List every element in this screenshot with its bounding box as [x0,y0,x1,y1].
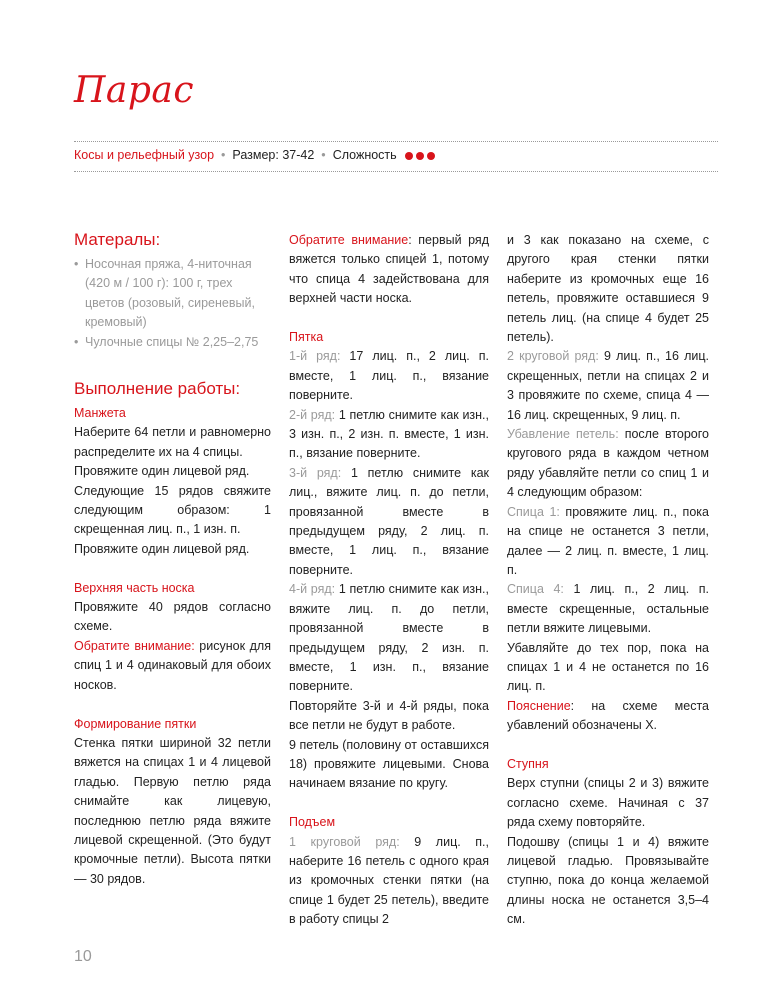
continued-text: и 3 как показано на схеме, с другого края стенки пятки наберите из кромочных еще 16 петель, провяжите оставшиеся 9 петель лиц. (на спице 4 будет 25 петель). [507,233,709,345]
materials-list [74,255,271,352]
needle-1 [507,503,709,581]
column-3 [507,229,709,930]
size-label: Размер: 37-42 [232,148,315,162]
column-1 [74,229,271,889]
upper-part-heading: Верхняя часть носка [74,580,195,595]
separator: • [221,148,226,162]
row-text: 1 петлю снимите как изн., вяжите лиц. п. до петли, провязанной вместе в предыдущем ряду, 2 изн. п. вместе, 1 изн. п., вязание поверните. [289,582,490,694]
note-text: рисунок для спиц 1 и 4 одинаковый для обоих носков. [74,638,271,692]
row-label: Убавление петель: [507,427,619,442]
difficulty-dot-icon [427,152,435,160]
row-text: 17 лиц. п., 2 лиц. п. вместе, 1 лиц. п., вязание поверните. [289,349,489,403]
decrease-until-text: Убавляйте до тех пор, пока на спицах 1 и 4 не останется по 16 лиц. п. [507,640,709,694]
row-label: 2-й ряд: [289,407,336,422]
column-2 [289,229,489,930]
loops-text: 9 петель (половину от оставшихся 18) провяжите лицевыми. Снова начинаем вязание по кругу. [289,737,489,791]
row-text: 1 петлю снимите как лиц., вяжите лиц. п. до петли, провязанной вместе в предыдущем ряду, 2 лиц. п. вместе, 1 лиц. п., вязание поверните. [289,465,489,577]
row-label: Спица 1: [507,504,560,519]
note-text: : на схеме места убавлений обозначены Х. [507,698,709,733]
materials-heading: Матерaлы: [74,230,161,249]
row-label: Спица 4: [507,582,564,597]
row-label: 4-й ряд: [289,582,336,597]
round-1 [289,833,489,930]
heel-formation-heading: Формирование пятки [74,716,197,731]
upper-part-text: Провяжите 40 рядов согласно схеме. [74,600,271,634]
explanation [507,697,709,736]
difficulty-dot-icon [416,152,424,160]
row-label: 1-й ряд: [289,349,341,364]
pattern-type: Косы и рельефный узор [74,148,215,162]
cuff-text: Наберите 64 петли и равномерно распределите их на 4 спицы. [74,425,271,459]
page-title: Парас [74,70,195,111]
top-divider [74,141,718,142]
pattern-info-bar [74,146,435,164]
row-text: после второго кругового ряда в каждом четном ряду убавляйте петли со спиц 1 и 4 следующим образом: [507,427,709,500]
note-text: : первый ряд вяжется только спицей 1, потому что спица 4 задействована для верхней части носка. [289,233,489,306]
heel-row-2 [289,406,489,464]
attention-note [289,231,489,309]
row-label: 1 круговой ряд: [289,834,400,849]
heel-row-3 [289,464,489,580]
cuff-text: Следующие 15 рядов свяжите следующим образом: 1 скрещенная лиц. п., 1 изн. п. [74,483,271,537]
heel-row-4 [289,580,489,696]
row-text: 1 петлю снимите как изн., 3 изн. п., 2 изн. п. вместе, 1 изн. п., вязание поверните. [289,407,490,461]
note-label: Обратите внимание [289,233,409,247]
foot-text: Верх ступни (спицы 2 и 3) вяжите согласно схеме. Начиная с 37 ряда схему повторяйте. [507,776,709,830]
round-2 [507,347,709,425]
difficulty-dot-icon [405,152,413,160]
heel-heading: Пятка [289,330,324,345]
upper-part-note [74,637,271,695]
cuff-text: Провяжите один лицевой ряд. [74,541,250,556]
rise-heading: Подъем [289,815,336,830]
bottom-divider [74,171,718,172]
page-number: 10 [74,948,92,965]
needle-4 [507,580,709,638]
row-text: 1 лиц. п., 2 лиц. п. вместе скрещенные, остальные петли вяжите лицевыми. [507,582,709,636]
decrease-text [507,425,709,503]
list-item: • Носочная пряжа, 4-ниточная (420 м / 100 г): 100 г, трех цветов (розовый, сиреневый, кремовый) [74,255,271,333]
note-label: Пояснение [507,698,571,713]
repeat-text: Повторяйте 3-й и 4-й ряды, пока все петли не будут в работе. [289,698,489,733]
cuff-heading: Манжета [74,406,126,421]
foot-heading: Ступня [507,756,549,771]
row-text: 9 лиц. п., наберите 16 петель с одного края из кромочных стенки пятки (на спице 1 будет 25 петель), введите в работу спицы 2 [289,834,489,927]
work-heading: Выполнение работы: [74,379,241,399]
row-label: 2 круговой ряд: [507,349,599,364]
difficulty-rating [402,148,435,162]
note-label: Обратите внимание: [74,638,195,653]
difficulty-label: Сложность [332,148,397,162]
row-text: провяжите лиц. п., пока на спице не останется 3 петли, далее — 2 лиц. п. вместе, 1 лиц. п. [507,504,709,577]
cuff-text: Провяжите один лицевой ряд. [74,464,250,479]
heel-row-1 [289,347,489,405]
heel-formation-text: Стенка пятки шириной 32 петли вяжется на спицах 1 и 4 лицевой гладью. Первую петлю ряда снимайте как лицевую, последнюю петлю ряда вяжите лицевой скрещенной. (Это будут кромочные петли). Высота пятки — 30 рядов. [74,735,271,886]
list-item: • Чулочные спицы № 2,25–2,75 [74,333,271,352]
separator: • [321,148,326,162]
row-text: 9 лиц. п., 16 лиц. скрещенных, петли на спицах 2 и 3 провяжите по схеме, спица 4 — 16 лиц. скрещенных, 9 лиц. п. [507,349,709,422]
foot-text: Подошву (спицы 1 и 4) вяжите лицевой гладью. Провязывайте ступню, пока до конца желаемой длины носка не останется 3,5–4 см. [507,834,709,927]
row-label: 3-й ряд: [289,465,342,480]
